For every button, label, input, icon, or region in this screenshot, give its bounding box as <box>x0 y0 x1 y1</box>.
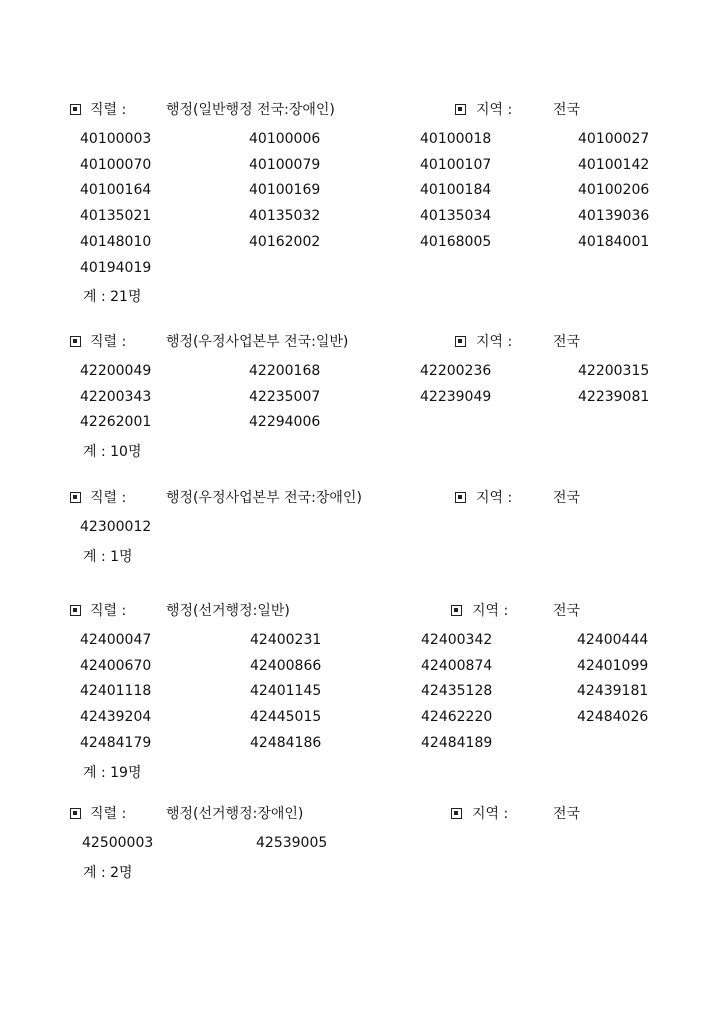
checkbox-square-icon <box>70 488 88 508</box>
section-header <box>0 488 720 508</box>
series-label: 직렬 : <box>90 806 127 822</box>
region-value: 전국 <box>553 334 581 350</box>
region-value: 전국 <box>553 102 581 118</box>
checkbox-square-icon <box>70 601 88 621</box>
region-value: 전국 <box>553 806 581 822</box>
exam-number: 42439204 <box>80 709 152 726</box>
filled-square-icon <box>70 104 81 115</box>
exam-number: 42484189 <box>421 734 493 751</box>
filled-square-icon <box>451 605 462 616</box>
filled-square-icon <box>70 492 81 503</box>
exam-number: 40148010 <box>80 233 152 250</box>
exam-number: 40135034 <box>420 208 492 225</box>
exam-number: 40100206 <box>578 182 650 199</box>
exam-number: 40100006 <box>249 131 321 147</box>
series-value: 행정(선거행정:장애인) <box>166 806 304 822</box>
exam-number: 40100070 <box>80 156 152 173</box>
exam-number: 42539005 <box>256 835 328 851</box>
exam-number: 42462220 <box>421 709 493 726</box>
section-total: 계 : 21명 <box>83 289 142 306</box>
checkbox-square-icon <box>455 100 473 120</box>
region-label: 지역 : <box>472 806 509 822</box>
exam-number: 42239081 <box>578 388 650 405</box>
section-total: 계 : 2명 <box>83 864 133 881</box>
series-value: 행정(선거행정:일반) <box>166 603 290 619</box>
filled-square-icon <box>455 336 466 347</box>
exam-number: 40135021 <box>80 208 152 225</box>
series-value: 행정(일반행정 전국:장애인) <box>166 102 335 118</box>
exam-number: 40100107 <box>420 156 492 173</box>
exam-number: 42484026 <box>577 709 649 726</box>
exam-number: 42401145 <box>250 683 322 700</box>
exam-number: 42484179 <box>80 734 152 751</box>
exam-number: 42401118 <box>80 683 152 700</box>
exam-number: 40168005 <box>420 233 492 250</box>
checkbox-square-icon <box>70 100 88 120</box>
filled-square-icon <box>70 336 81 347</box>
exam-number: 42400670 <box>80 657 152 674</box>
exam-number: 40100079 <box>249 156 321 173</box>
exam-number: 42400444 <box>577 632 649 648</box>
checkbox-square-icon <box>451 804 469 824</box>
exam-number: 42200168 <box>249 363 321 379</box>
exam-number: 40194019 <box>80 259 152 276</box>
checkbox-square-icon <box>451 601 469 621</box>
section-header <box>0 804 720 824</box>
exam-number: 42500003 <box>82 835 154 851</box>
exam-number: 42484186 <box>250 734 322 751</box>
section-total: 계 : 1명 <box>83 548 133 565</box>
section-total: 계 : 10명 <box>83 444 142 461</box>
exam-number: 40162002 <box>249 233 321 250</box>
exam-number: 42400342 <box>421 632 493 648</box>
region-label: 지역 : <box>476 102 513 118</box>
checkbox-square-icon <box>455 488 473 508</box>
exam-number: 42300012 <box>80 519 152 535</box>
filled-square-icon <box>455 492 466 503</box>
exam-number: 42235007 <box>249 388 321 405</box>
section-header <box>0 601 720 621</box>
series-value: 행정(우정사업본부 전국:장애인) <box>166 490 362 506</box>
series-value: 행정(우정사업본부 전국:일반) <box>166 334 349 350</box>
exam-number: 40100184 <box>420 182 492 199</box>
section-total: 계 : 19명 <box>83 764 142 781</box>
checkbox-square-icon <box>455 332 473 352</box>
exam-number: 42294006 <box>249 414 321 431</box>
series-label: 직렬 : <box>90 102 127 118</box>
filled-square-icon <box>455 104 466 115</box>
exam-number: 42262001 <box>80 414 152 431</box>
exam-number: 42200236 <box>420 363 492 379</box>
exam-number: 40139036 <box>578 208 650 225</box>
exam-number: 40100164 <box>80 182 152 199</box>
region-value: 전국 <box>553 603 581 619</box>
exam-number: 42400231 <box>250 632 322 648</box>
region-label: 지역 : <box>476 490 513 506</box>
exam-number: 42239049 <box>420 388 492 405</box>
exam-number: 42445015 <box>250 709 322 726</box>
exam-number: 40184001 <box>578 233 650 250</box>
exam-number: 42435128 <box>421 683 493 700</box>
series-label: 직렬 : <box>90 603 127 619</box>
exam-number: 42200315 <box>578 363 650 379</box>
section-header <box>0 332 720 352</box>
exam-number: 42439181 <box>577 683 649 700</box>
filled-square-icon <box>451 808 462 819</box>
region-label: 지역 : <box>472 603 509 619</box>
exam-number: 42400866 <box>250 657 322 674</box>
exam-number: 40100142 <box>578 156 650 173</box>
series-label: 직렬 : <box>90 334 127 350</box>
region-label: 지역 : <box>476 334 513 350</box>
exam-number: 40135032 <box>249 208 321 225</box>
exam-number: 40100169 <box>249 182 321 199</box>
exam-number: 42401099 <box>577 657 649 674</box>
exam-number: 40100027 <box>578 131 650 147</box>
exam-number: 40100003 <box>80 131 152 147</box>
series-label: 직렬 : <box>90 490 127 506</box>
exam-number: 42400047 <box>80 632 152 648</box>
exam-number: 42400874 <box>421 657 493 674</box>
checkbox-square-icon <box>70 804 88 824</box>
region-value: 전국 <box>553 490 581 506</box>
filled-square-icon <box>70 605 81 616</box>
filled-square-icon <box>70 808 81 819</box>
exam-number: 40100018 <box>420 131 492 147</box>
section-header <box>0 100 720 120</box>
exam-number: 42200343 <box>80 388 152 405</box>
exam-number: 42200049 <box>80 363 152 379</box>
checkbox-square-icon <box>70 332 88 352</box>
